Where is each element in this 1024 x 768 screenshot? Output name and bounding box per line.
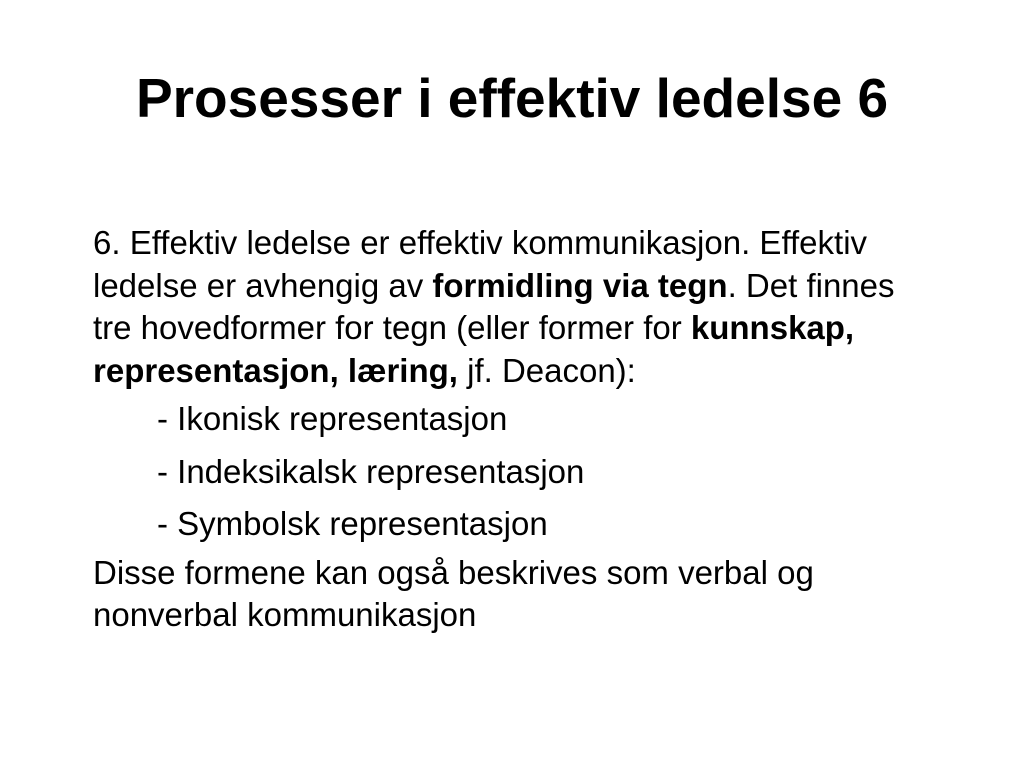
representation-list: [93, 398, 973, 546]
intro-text-part1: 6. Effektiv ledelse er effektiv kommunikasjon. Effektiv ledelse er avhengig av: [93, 224, 868, 304]
intro-text-part2: . Det finnes tre hovedformer for tegn (eller former for: [93, 266, 895, 346]
closing-paragraph: Disse formene kan også beskrives som verbal og nonverbal kommunikasjon: [93, 553, 814, 633]
intro-bold-signs: formidling via tegn: [432, 266, 728, 304]
list-item-symbolic: - Symbolsk representasjon: [157, 505, 548, 542]
slide-title: Prosesser i effektiv ledelse 6: [135, 67, 889, 129]
intro-text-part3: jf. Deacon):: [457, 351, 636, 389]
slide-body: [93, 222, 973, 637]
list-item-iconic: - Ikonisk representasjon: [157, 400, 508, 437]
list-item-indexical: - Indeksikalsk representasjon: [157, 452, 585, 490]
intro-paragraph: [93, 222, 933, 392]
intro-bold-knowledge: kunnskap, representasjon, læring,: [93, 309, 855, 389]
